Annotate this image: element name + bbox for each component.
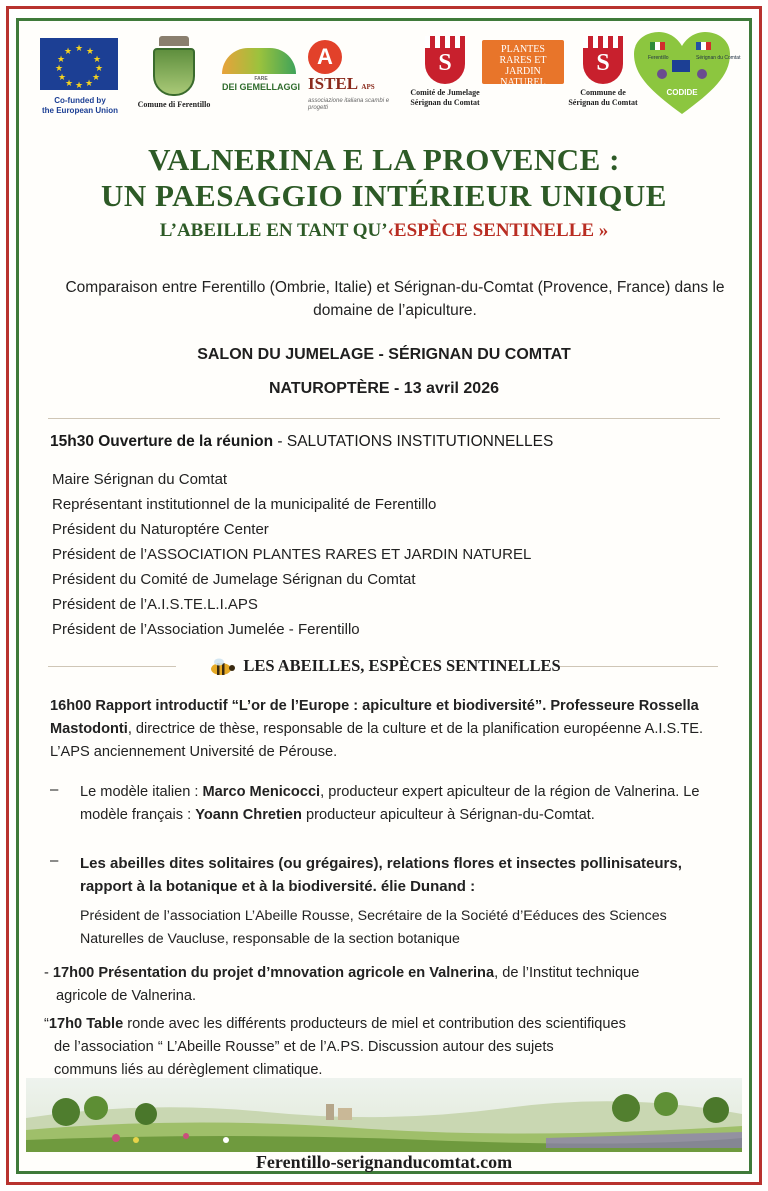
section-title-text: LES ABEILLES, ESPÈCES SENTINELLES: [243, 656, 561, 675]
plantes-line1: PLANTES RARES ET: [499, 44, 547, 66]
program-round-rest: ronde avec les différents producteurs de miel et contribution des scientifiques: [127, 1016, 626, 1032]
list-item: Maire Sérignan du Comtat: [52, 471, 228, 488]
intro-text: Comparaison entre Ferentillo (Ombrie, Italie) et Sérignan-du-Comtat (Provence, France) dans le domaine de l’apiculture.: [65, 279, 725, 319]
comite-jumelage-logo: [404, 36, 486, 108]
codide-logo: [632, 30, 741, 116]
website-link[interactable]: Ferentillo-serignanducomtat.com: [255, 1152, 513, 1172]
comite-caption-line2: Sérignan du Comtat: [410, 98, 480, 107]
program-1600-title: 16h00 Rapport introductif “L’or de l’Europe : apiculture et biodiversité”. Professeure Rossella Mastodonti: [50, 698, 699, 737]
list-item: Président de l’Association Jumelée - Ferentillo: [52, 621, 360, 638]
program-models: [80, 781, 730, 827]
gemellaggi-logo: [222, 48, 300, 92]
program-models-c: , producteur expert apiculteur de la région de Valnerina. Le modèle français :: [80, 784, 700, 823]
program-1700-title: 17h00 Présentation du projet d’mnovation agricole en Valnerina: [52, 965, 495, 981]
program-solitary-bees-detail: Président de l’association L’Abeille Rousse, Secrétaire de la Société d’Eéduces des Sciences Naturelles de Vaucluse, responsable de la section botanique: [80, 908, 667, 947]
plantes-line2: JARDIN NATUREL: [500, 66, 546, 88]
program-models-french: Yoann Chretien: [195, 807, 302, 823]
dash-bullet: –: [50, 852, 59, 869]
program-models-e: producteur apiculteur à Sérignan-du-Comtat.: [301, 807, 595, 823]
codide-label: CODIDE: [666, 88, 698, 97]
commune-caption-line1: Commune de: [580, 88, 626, 97]
partner-logos: [26, 30, 742, 122]
comite-caption-line1: Comité de Jumelage: [410, 88, 480, 97]
list-item: Président de l’A.I.S.TE.L.I.APS: [52, 596, 258, 613]
list-item: Président de l’ASSOCIATION PLANTES RARES ET JARDIN NATUREL: [52, 546, 532, 563]
comite-shield-icon: S: [425, 36, 465, 84]
program-models-italian: Marco Menicocci: [202, 784, 321, 800]
program-models-a: Le modèle italien :: [80, 784, 203, 800]
ferentillo-crest-icon: [153, 48, 195, 96]
eu-caption-line1: Co-funded by: [54, 96, 106, 105]
gemellaggi-arc-icon: [222, 48, 296, 74]
commune-shield-icon: S: [583, 36, 623, 84]
aistel-a-icon: A: [308, 40, 342, 74]
ferentillo-logo: [134, 36, 214, 110]
bee-icon: [207, 658, 237, 676]
section-title: [0, 656, 768, 676]
eu-flag-icon: ★ ★ ★ ★ ★ ★ ★ ★ ★ ★ ★ ★: [40, 38, 118, 90]
main-title-line1: VALNERINA E LA PROVENCE :: [148, 142, 620, 177]
program-1700-dash: -: [44, 965, 53, 981]
program-round-title: 17h0 Table: [48, 1016, 128, 1032]
list-item: Représentant institutionnel de la municipalité de Ferentillo: [52, 496, 437, 513]
aistel-name: ISTEL: [308, 74, 358, 93]
list-item: Président du Naturoptére Center: [52, 521, 269, 538]
program-item-1600: [50, 695, 730, 764]
subtitle: [0, 220, 768, 242]
gemellaggi-text: DEI GEMELLAGGI: [222, 82, 301, 92]
dash-bullet: –: [50, 781, 59, 798]
subtitle-red: ‹ESPÈCE SENTINELLE »: [387, 220, 609, 241]
plantes-rares-logo: [482, 40, 564, 88]
opening-session: [50, 433, 553, 451]
codide-right-label: Sérignan du Comtat: [696, 55, 741, 61]
eu-logo: [40, 38, 120, 116]
speakers-list: [52, 467, 531, 642]
subtitle-green: L’ABEILLE EN TANT QU’: [159, 220, 388, 241]
venue-line2: NATUROPTÈRE - 13 avril 2026: [268, 380, 499, 397]
aistel-subtitle: associazione italiana scambi e progetti: [308, 98, 390, 111]
program-1600-rest: , directrice de thèse, responsable de la culture et de la planification européenne A.I.S.TE. L’APS anciennement Université de Pérouse.: [50, 721, 704, 760]
gemellaggi-small-text: FARE: [254, 76, 268, 82]
program-solitary-bees: Les abeilles dites solitaires (ou grégaires), relations flores et insectes pollinisateurs, rapport à la botanique et à la biodiversité. élie Dunand :: [80, 855, 682, 895]
commune-caption-line2: Sérignan du Comtat: [568, 98, 638, 107]
codide-left-label: Ferentillo: [648, 55, 669, 61]
program-round-line2: de l’association “ L’Abeille Rousse” et de l’A.PS. Discussion autour des sujets: [54, 1039, 554, 1055]
heart-icon: [632, 30, 741, 116]
program-round-table: [44, 1013, 734, 1082]
divider: [48, 418, 720, 419]
program-1700-line2: agricole de Valnerina.: [56, 988, 197, 1004]
main-title-line2: UN PAESAGGIO INTÉRIEUR UNIQUE: [101, 178, 667, 213]
list-item: Président du Comité de Jumelage Sérignan du Comtat: [52, 571, 416, 588]
program-round-line3: communs liés au dérèglement climatique.: [54, 1062, 323, 1078]
eu-caption-line2: the European Union: [42, 106, 118, 115]
program-1700-rest: , de l’Institut technique: [494, 965, 640, 981]
landscape-illustration: [26, 1078, 742, 1152]
aistel-logo: [308, 40, 408, 112]
ferentillo-caption: Comune di Ferentillo: [137, 100, 211, 109]
opening-rest: - SALUTATIONS INSTITUTIONNELLES: [273, 433, 554, 450]
program-round-quote: “: [44, 1016, 49, 1032]
program-item-1700: [44, 962, 734, 1008]
venue-line1: SALON DU JUMELAGE - SÉRIGNAN DU COMTAT: [197, 346, 571, 363]
aistel-aps: APS: [361, 83, 375, 91]
opening-time: 15h30 Ouverture de la réunion: [50, 433, 274, 450]
